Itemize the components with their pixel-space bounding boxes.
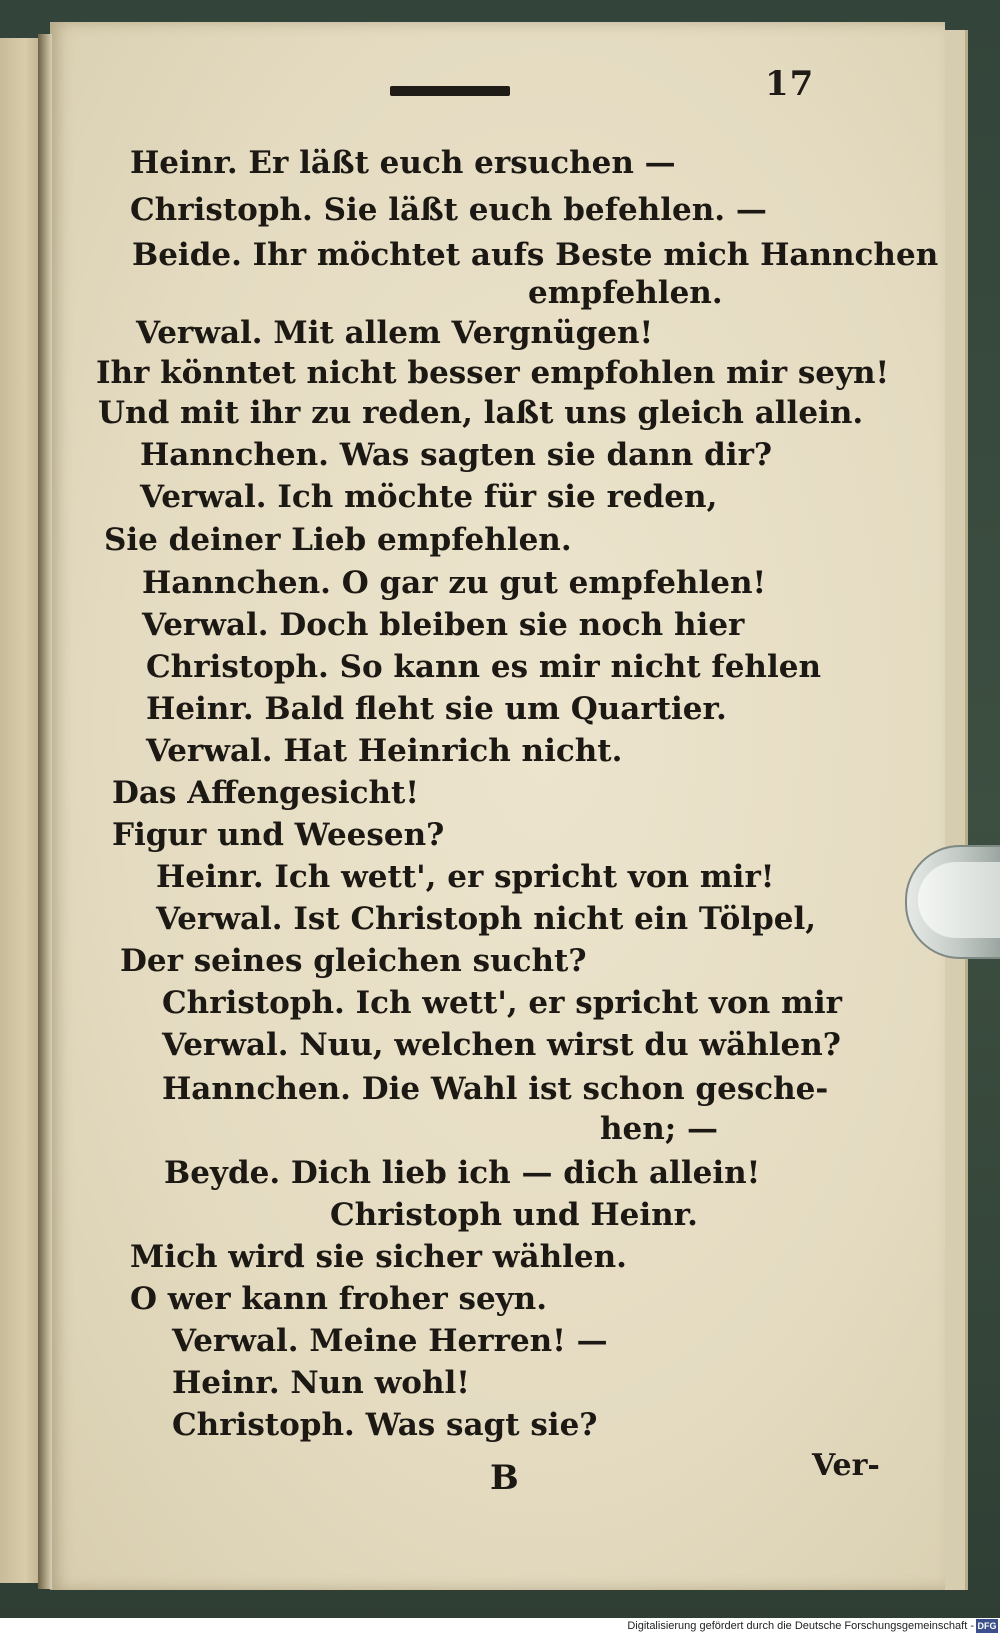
text-line: Mich wird sie sicher wählen.	[130, 1239, 627, 1275]
text-line: Hannchen. Die Wahl ist schon gesche-	[162, 1071, 829, 1107]
text-line: Das Affengesicht!	[112, 775, 419, 811]
catchword: Ver-	[812, 1448, 880, 1483]
page-clip-highlight	[918, 862, 1000, 938]
text-line: hen; —	[600, 1111, 719, 1147]
text-line: Sie deiner Lieb empfehlen.	[104, 522, 572, 558]
text-line: Christoph. Was sagt sie?	[172, 1407, 598, 1443]
text-line: Verwal. Mit allem Vergnügen!	[136, 315, 654, 351]
page-number: 17	[765, 64, 815, 104]
text-line: Beyde. Dich lieb ich — dich allein!	[164, 1155, 761, 1191]
text-line: Heinr. Ich wett', er spricht von mir!	[156, 859, 775, 895]
text-line: Heinr. Nun wohl!	[172, 1365, 470, 1401]
text-line: Verwal. Nuu, welchen wirst du wählen?	[162, 1027, 841, 1063]
text-line: Verwal. Doch bleiben sie noch hier	[142, 607, 745, 643]
funding-credit: Digitalisierung gefördert durch die Deutsche Forschungsgemeinschaft -	[627, 1620, 974, 1632]
text-line: O wer kann froher seyn.	[130, 1281, 548, 1317]
text-line: Heinr. Er läßt euch ersuchen —	[130, 145, 676, 181]
signature-mark: B	[490, 1458, 519, 1498]
book-gutter	[38, 34, 52, 1589]
text-line: Verwal. Meine Herren! —	[172, 1323, 608, 1359]
text-line: Ihr könntet nicht besser empfohlen mir seyn!	[96, 355, 890, 391]
text-line: Hannchen. Was sagten sie dann dir?	[140, 437, 773, 473]
text-line: Christoph. Ich wett', er spricht von mir	[162, 985, 842, 1021]
text-line: Der seines gleichen sucht?	[120, 943, 587, 979]
text-line: Verwal. Ich möchte für sie reden,	[140, 479, 718, 515]
dfg-logo-icon: DFG	[977, 1621, 997, 1631]
header-rule	[390, 86, 510, 96]
text-line: Beide. Ihr möchtet aufs Beste mich Hannchen	[132, 237, 939, 273]
text-line: Figur und Weesen?	[112, 817, 445, 853]
text-line: Christoph und Heinr.	[330, 1197, 698, 1233]
text-line: Hannchen. O gar zu gut empfehlen!	[142, 565, 767, 601]
text-line: Christoph. Sie läßt euch befehlen. —	[130, 192, 767, 228]
text-line: Heinr. Bald fleht sie um Quartier.	[146, 691, 727, 727]
text-line: empfehlen.	[528, 275, 723, 311]
text-line: Verwal. Hat Heinrich nicht.	[146, 733, 623, 769]
text-line: Verwal. Ist Christoph nicht ein Tölpel,	[156, 901, 817, 937]
text-line: Christoph. So kann es mir nicht fehlen	[146, 649, 822, 685]
text-line: Und mit ihr zu reden, laßt uns gleich allein.	[98, 395, 864, 431]
